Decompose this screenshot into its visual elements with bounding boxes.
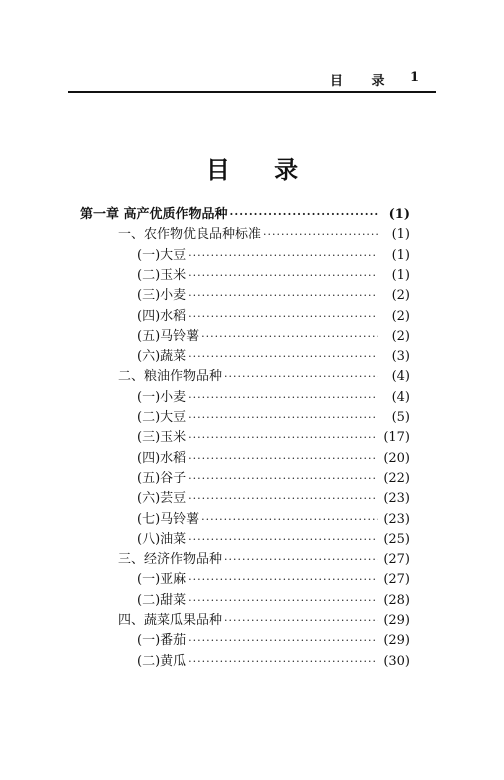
toc-dot-leader: [201, 510, 378, 530]
toc-entry-label: (四)水稻: [137, 450, 187, 466]
toc-dot-leader: [188, 489, 378, 509]
toc-entry-page: (29): [383, 613, 410, 628]
toc-entry-label: (五)谷子: [137, 470, 187, 486]
toc-entry: [118, 367, 410, 387]
toc-entry-page: (2): [391, 288, 410, 304]
toc-entry-label: (一)大豆: [137, 247, 187, 263]
toc-entry: [137, 307, 410, 327]
toc-entry-page: (3): [391, 349, 410, 365]
toc-dot-leader: [224, 611, 378, 631]
toc-entry-label: (六)芸豆: [137, 491, 187, 507]
toc-entry-label: (一)番茄: [137, 633, 187, 649]
toc-entry-page: (4): [391, 389, 410, 405]
toc-entry-label: 四、蔬菜瓜果品种: [118, 613, 223, 628]
header-rule: [68, 91, 436, 93]
toc-dot-leader: [188, 428, 378, 448]
toc-dot-leader: [188, 408, 378, 428]
toc-entry: [137, 631, 410, 651]
toc-entry-label: (二)甜菜: [137, 592, 187, 608]
toc-entry-label: (八)油菜: [137, 531, 187, 547]
toc-entry: [137, 449, 410, 469]
toc-entry-page: (22): [383, 470, 410, 486]
toc-entry-page: (4): [391, 369, 410, 385]
toc-entry-page: (23): [383, 511, 410, 527]
toc-entry: [137, 469, 410, 489]
toc-entry-page: (5): [391, 410, 410, 425]
toc-entry-page: (23): [383, 491, 410, 507]
toc-entry-page: (1): [391, 247, 410, 263]
toc-entry-page: (27): [383, 572, 410, 588]
toc-entry-label: (二)大豆: [137, 410, 187, 425]
toc-entry: [137, 388, 410, 408]
toc-entry-label: (三)玉米: [137, 430, 187, 446]
toc-dot-leader: [188, 246, 378, 266]
toc-entry-label: (七)马铃薯: [137, 511, 200, 527]
toc-dot-leader: [188, 591, 378, 611]
toc-entry-page: (17): [383, 430, 410, 446]
toc-entry: [118, 225, 410, 245]
running-header-title: 目 录: [330, 74, 397, 89]
toc-dot-leader: [263, 225, 378, 245]
toc-dot-leader: [188, 530, 378, 550]
toc-entry: [137, 266, 410, 286]
toc-entry-page: (28): [383, 592, 410, 608]
toc-entry: [137, 570, 410, 590]
toc-entry-label: (一)亚麻: [137, 572, 187, 588]
running-header-page-number: 1: [410, 70, 420, 85]
toc-dot-leader: [188, 631, 378, 651]
toc-dot-leader: [188, 449, 378, 469]
toc-entry-label: 二、粮油作物品种: [118, 369, 223, 385]
toc-entry: [137, 246, 410, 266]
toc-entry-label: (三)小麦: [137, 288, 187, 304]
toc-entry-label: (一)小麦: [137, 389, 187, 405]
toc-entry: [137, 347, 410, 367]
toc-entry-page: (1): [391, 227, 410, 243]
toc-dot-leader: [188, 347, 378, 367]
toc-entry-label: (二)黄瓜: [137, 653, 187, 669]
toc-entry-page: (20): [383, 450, 410, 466]
toc-entry-label: (五)马铃薯: [137, 328, 200, 344]
toc-entry-page: (30): [383, 653, 410, 669]
toc-entry: [137, 408, 410, 428]
page-title: 目 录: [205, 156, 317, 184]
toc-entry-label: 一、农作物优良品种标准: [118, 227, 262, 243]
toc-dot-leader: [188, 469, 378, 489]
toc-dot-leader: [201, 327, 378, 347]
toc-entry-page: (1): [388, 207, 410, 222]
toc-entry: [137, 489, 410, 509]
toc-dot-leader: [224, 550, 378, 570]
toc-entry: [137, 286, 410, 306]
toc-entry-label: 第一章 高产优质作物品种: [80, 207, 228, 222]
toc-entry: [137, 652, 410, 672]
toc-entry-page: (25): [383, 531, 410, 547]
toc-dot-leader: [188, 652, 378, 672]
toc-entry: [137, 591, 410, 611]
toc-entry: [137, 428, 410, 448]
toc-dot-leader: [188, 570, 378, 590]
toc-entry-label: (六)蔬菜: [137, 349, 187, 365]
toc-entry: [137, 510, 410, 530]
toc-entry-page: (27): [383, 552, 410, 568]
toc-entry-label: (二)玉米: [137, 267, 187, 283]
toc-dot-leader: [230, 205, 378, 225]
toc-entry: [118, 550, 410, 570]
toc-entry: [137, 327, 410, 347]
toc-entry: [137, 530, 410, 550]
toc-dot-leader: [224, 367, 378, 387]
toc-entry-page: (2): [391, 308, 410, 324]
toc-entry-page: (29): [383, 633, 410, 649]
toc-entry-label: 三、经济作物品种: [118, 552, 223, 568]
toc-entry-label: (四)水稻: [137, 308, 187, 324]
toc-entry-page: (2): [391, 328, 410, 344]
toc-entry: [80, 205, 410, 225]
toc-dot-leader: [188, 266, 378, 286]
toc-dot-leader: [188, 307, 378, 327]
toc-entry: [118, 611, 410, 631]
toc-entry-page: (1): [391, 267, 410, 283]
toc-dot-leader: [188, 388, 378, 408]
toc-dot-leader: [188, 286, 378, 306]
